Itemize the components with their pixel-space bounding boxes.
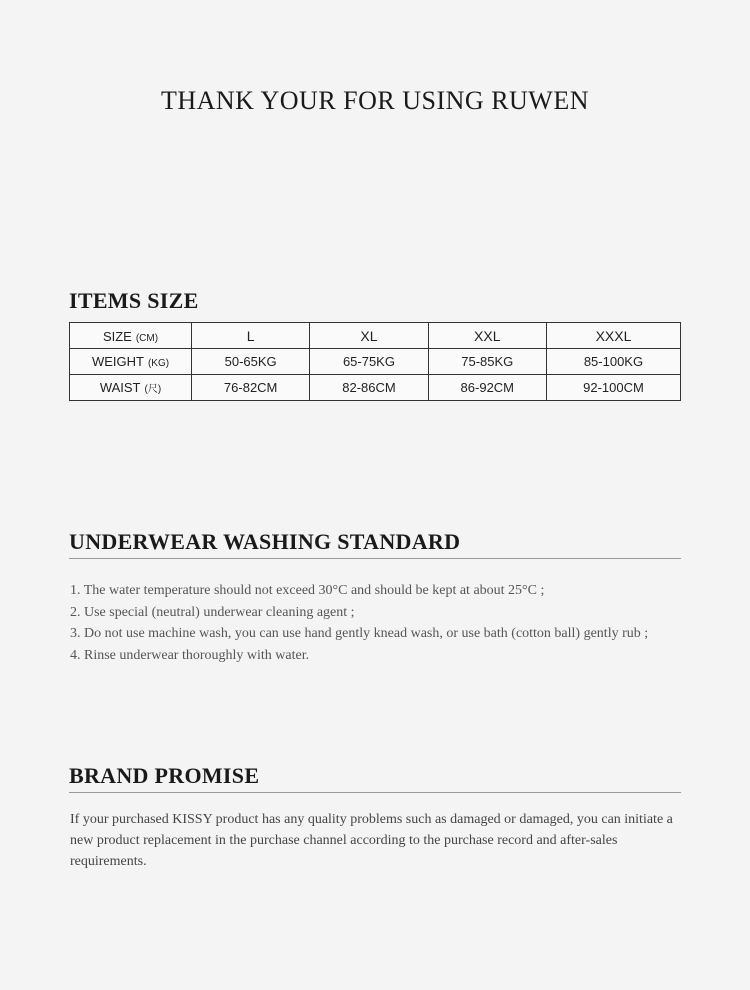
- list-item: 4. Rinse underwear thoroughly with water.: [70, 647, 310, 663]
- size-cell: XL: [310, 323, 428, 349]
- weight-label: WEIGHT: [91, 354, 144, 369]
- brand-promise-text: If your purchased KISSY product has any quality problems such as damaged or damaged, you can initiate a new product replacement in the purchase channel according to the purchase record and after-sales requirements.: [70, 812, 673, 869]
- waist-unit: (尺): [144, 384, 162, 395]
- waist-cell: 92-100CM: [546, 375, 680, 401]
- waist-cell: 76-82CM: [192, 375, 310, 401]
- size-cell: L: [192, 323, 310, 349]
- waist-label-cell: [70, 375, 192, 401]
- washing-list: [70, 580, 710, 666]
- size-cell: XXL: [428, 323, 546, 349]
- weight-cell: 50-65KG: [192, 349, 310, 375]
- waist-label: WAIST: [99, 380, 141, 395]
- promise-divider: [69, 792, 681, 793]
- weight-cell: 75-85KG: [428, 349, 546, 375]
- size-cell: XXXL: [546, 323, 680, 349]
- weight-row: [70, 349, 681, 375]
- washing-divider: [69, 558, 681, 559]
- weight-cell: 85-100KG: [546, 349, 680, 375]
- items-size-heading: ITEMS SIZE: [69, 288, 199, 313]
- list-item: 1. The water temperature should not exceed 30°C and should be kept at about 25°C ;: [70, 583, 545, 598]
- washing-heading: UNDERWEAR WASHING STANDARD: [69, 529, 461, 554]
- page-title: THANK YOUR FOR USING RUWEN: [160, 86, 590, 115]
- waist-row: [70, 375, 681, 401]
- size-label-cell: [70, 323, 192, 349]
- size-label: SIZE: [102, 328, 132, 344]
- size-table: [69, 322, 681, 401]
- waist-cell: 86-92CM: [428, 375, 546, 401]
- size-unit: (CM): [135, 332, 159, 344]
- size-header-row: [70, 323, 681, 349]
- weight-label-cell: [70, 349, 192, 375]
- brand-promise-heading: BRAND PROMISE: [69, 763, 260, 788]
- list-item: 2. Use special (neutral) underwear cleaning agent ;: [70, 604, 355, 620]
- list-item: 3. Do not use machine wash, you can use hand gently knead wash, or use bath (cotton ball) gently rub ;: [70, 626, 649, 641]
- weight-cell: 65-75KG: [310, 349, 428, 375]
- weight-unit: (KG): [147, 358, 170, 369]
- waist-cell: 82-86CM: [310, 375, 428, 401]
